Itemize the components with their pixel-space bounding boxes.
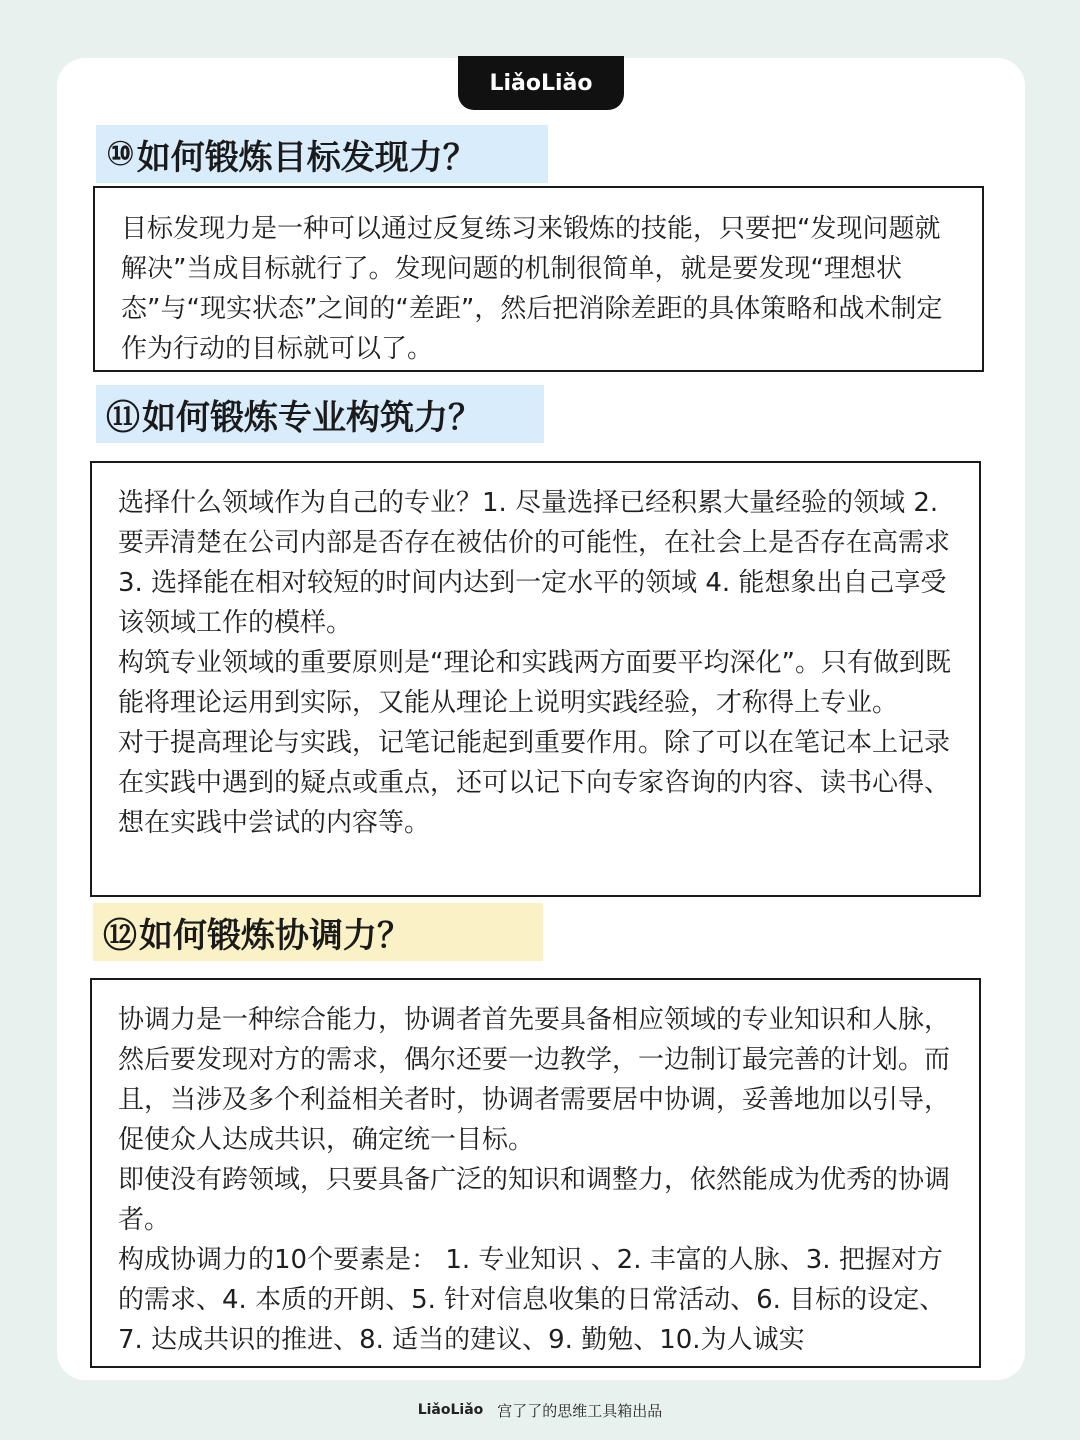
section-title: 如何锻炼专业构筑力？: [142, 397, 482, 438]
paragraph: 选择什么领域作为自己的专业？1. 尽量选择已经积累大量经验的领域 2. 要弄清楚在公司内部是否存在被估价的可能性，在社会上是否存在高需求 3. 选择能在相对较短的时间内达到一定水平的领域 4. 能想象出自己享受该领域工作的模样。: [118, 488, 951, 638]
section-number: ⑩: [106, 134, 135, 174]
section-body-10: [93, 186, 984, 372]
paragraph: 构成协调力的10个要素是： 1. 专业知识 、2. 丰富的人脉、3. 把握对方的需求、4. 本质的开朗、5. 针对信息收集的日常活动、6. 目标的设定、7. 达成共识的推进、8. 适当的建议、9. 勤勉、10.为人诚实: [118, 1245, 946, 1355]
footer-credit: 宫了了的思维工具箱出品: [497, 1401, 663, 1420]
section-title: 如何锻炼目标发现力？: [136, 137, 477, 178]
section-heading-12: [93, 903, 543, 961]
section-body-11: [90, 461, 981, 897]
paragraph: 构筑专业领域的重要原则是“理论和实践两方面要平均深化”。只有做到既能将理论运用到实际，又能从理论上说明实践经验，才称得上专业。: [118, 648, 951, 718]
section-title: 如何锻炼协调力？: [139, 915, 411, 956]
section-number: ⑪: [106, 397, 140, 438]
paragraph: 协调力是一种综合能力，协调者首先要具备相应领域的专业知识和人脉，然后要发现对方的需求，偶尔还要一边教学，一边制订最完善的计划。而且，当涉及多个利益相关者时，协调者需要居中协调，妥善地加以引导，促使众人达成共识，确定统一目标。: [118, 1005, 951, 1155]
footer: [0, 1398, 1080, 1422]
paragraph: 即使没有跨领域，只要具备广泛的知识和调整力，依然能成为优秀的协调者。: [118, 1165, 951, 1235]
section-heading-10: [96, 125, 548, 183]
brand-logo-text: LiǎoLiǎo: [489, 70, 593, 96]
section-number: ⑫: [103, 915, 137, 956]
paragraph: 对于提高理论与实践，记笔记能起到重要作用。除了可以在笔记本上记录在实践中遇到的疑点或重点，还可以记下向专家咨询的内容、读书心得、想在实践中尝试的内容等。: [118, 728, 951, 838]
footer-logo: LiǎoLiǎo: [417, 1402, 484, 1418]
brand-logo: [458, 56, 624, 110]
section-heading-11: [96, 385, 544, 443]
paragraph: 目标发现力是一种可以通过反复练习来锻炼的技能，只要把“发现问题就解决”当成目标就行了。发现问题的机制很简单，就是要发现“理想状态”与“现实状态”之间的“差距”，然后把消除差距的具体策略和战术制定作为行动的目标就可以了。: [121, 214, 943, 364]
section-body-12: [90, 978, 981, 1368]
